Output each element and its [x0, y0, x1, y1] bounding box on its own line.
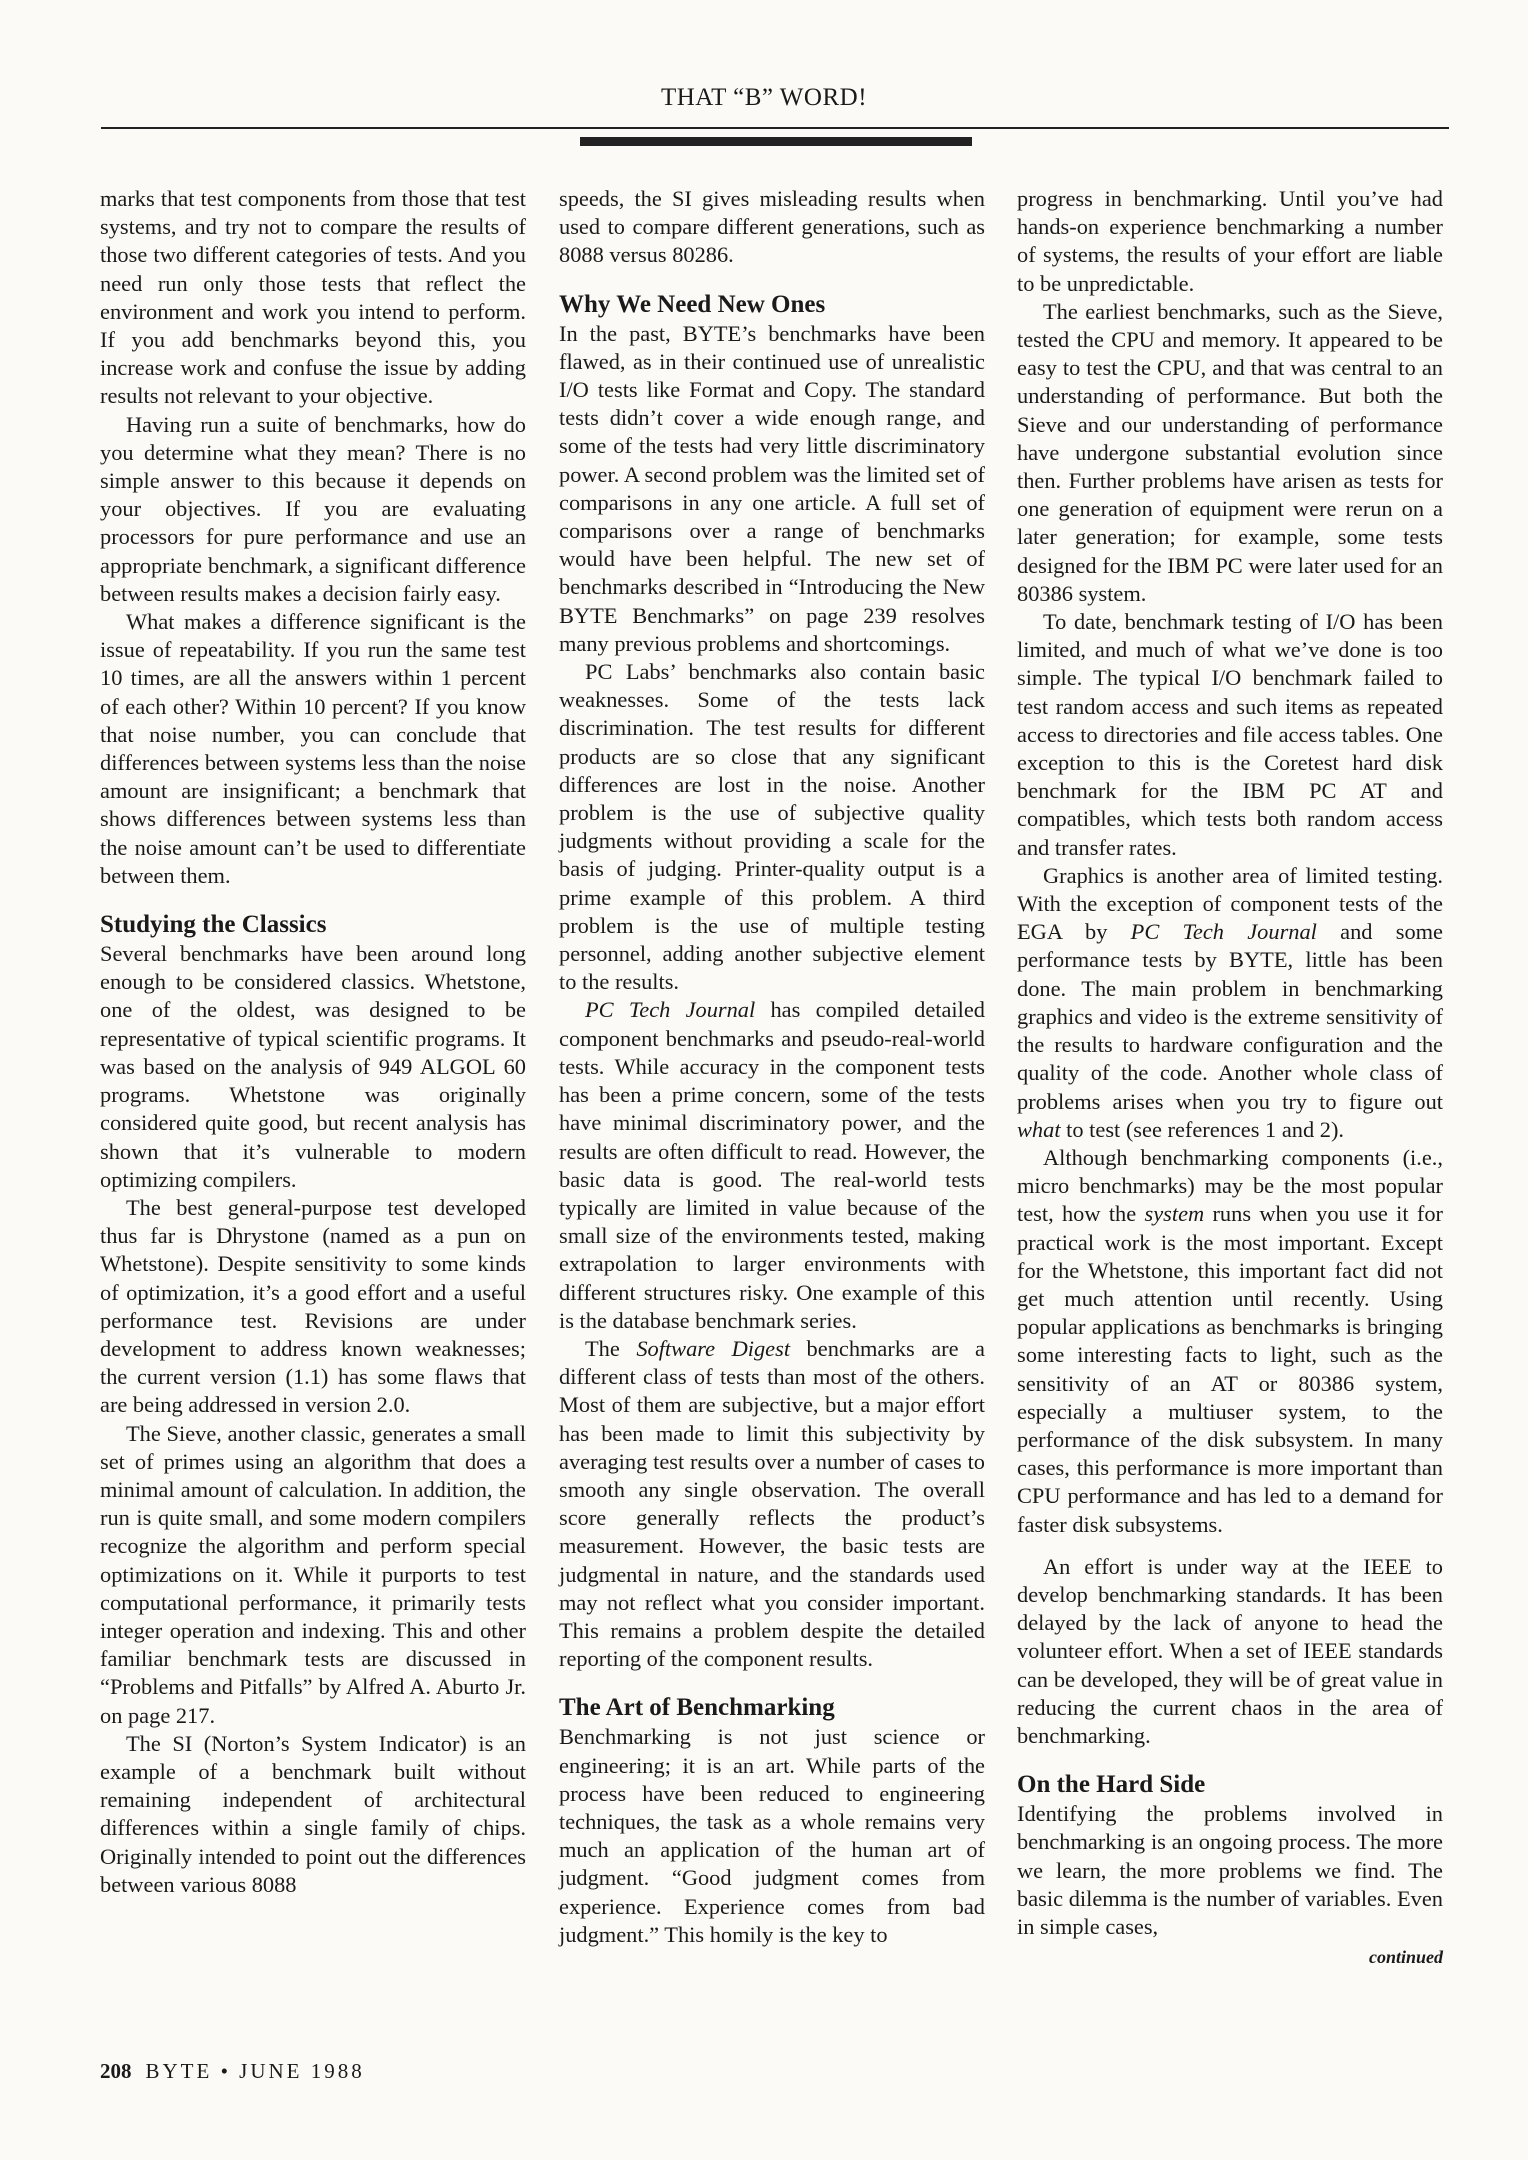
paragraph: PC Tech Journal has compiled detailed component benchmarks and pseudo-real-world tests. While accuracy in the component tests has been a prime concern, some of the tests have minimal discriminatory power, and the results are often difficult to read. However, the basic data is good. The real-world tests typically are limited in value because of the small size of the environments tested, making extrapolation to larger environments with different structures risky. One example of this is the database benchmark series.	[559, 997, 986, 1333]
paragraph: Having run a suite of benchmarks, how do you determine what they mean? There is no simple answer to this because it depends on your objectives. If you are evaluating processors for pure performance and use an appropriate benchmark, a significant difference between results makes a decision fairly easy.	[100, 411, 526, 606]
paragraph: speeds, the SI gives misleading results when used to compare different generations, such as 8088 versus 80286.	[559, 186, 985, 268]
continued-label: continued	[1368, 1947, 1443, 1968]
paragraph: In the past, BYTE’s benchmarks have been flawed, as in their continued use of unrealistic I/O tests like Format and Copy. The standard tests didn’t cover a wide enough range, and some of the tests had very little discriminatory power. A second problem was the limited set of comparisons in any one article. A full set of comparisons over a range of benchmarks would have been helpful. The new set of benchmarks described in “Introducing the New BYTE Benchmarks” on page 239 resolves many previous problems and shortcomings.	[559, 320, 985, 656]
page-number: 208	[100, 2059, 132, 2083]
paragraph: PC Labs’ benchmarks also contain basic weaknesses. Some of the tests lack discrimination. The test results for different products are so close that any significant differences are lost in the noise. Another problem is the use of subjective quality judgments without providing a scale for the basis of judging. Printer-quality output is a prime example of this problem. A third problem is the use of multiple testing personnel, adding another subjective element to the results.	[559, 659, 985, 995]
section-heading-hard-side: On the Hard Side	[1017, 1771, 1206, 1799]
italic-title: Software Digest	[636, 1335, 791, 1361]
section-heading-why-new: Why We Need New Ones	[559, 290, 826, 318]
running-head: THAT “B” WORD!	[660, 84, 868, 111]
footer-text: BYTE • JUNE 1988	[145, 2059, 365, 2083]
paragraph: The Software Digest benchmarks are a different class of tests than most of the others. Most of them are subjective, but a major effort has been made to limit this subjectivity by averaging test results over a number of cases to smooth any single observation. The overall score generally reflects the product’s measurement. However, the basic tests are judgmental in nature, and the standards used may not reflect what you consider important. This remains a problem despite the detailed reporting of the component results.	[559, 1335, 985, 1672]
italic-word: what	[1017, 1116, 1061, 1142]
paragraph: What makes a difference significant is the issue of repeatability. If you run the same test 10 times, are all the answers within 1 percent of each other? Within 10 percent? If you know that noise number, you can conclude that differences between systems less than the noise amount are insignificant; a benchmark that shows differences between systems less than the noise amount can’t be used to differentiate between them.	[100, 609, 526, 888]
column-2	[559, 185, 985, 1949]
italic-word: system	[1144, 1201, 1205, 1227]
paragraph: Identifying the problems involved in benchmarking is an ongoing process. The more we learn, the more problems we find. The basic dilemma is the number of variables. Even in simple cases,	[1017, 1801, 1443, 1939]
paragraph: Several benchmarks have been around long enough to be considered classics. Whetstone, one of the oldest, was designed to be representative of typical scientific programs. It was based on the analysis of 949 ALGOL 60 programs. Whetstone was originally considered quite good, but recent analysis has shown that it’s vulnerable to modern optimizing compilers.	[100, 941, 526, 1192]
paragraph: marks that test components from those that test systems, and try not to compare the results of those two different categories of tests. And you need run only those tests that reflect the environment and work you intend to perform. If you add benchmarks beyond this, you increase work and confuse the issue by adding results not relevant to your objective.	[100, 186, 526, 409]
page-footer	[100, 2059, 365, 2084]
italic-title: PC Tech Journal	[585, 997, 756, 1023]
paragraph: The SI (Norton’s System Indicator) is an example of a benchmark built without remaining independent of architectural differences within a single family of chips. Originally intended to point out the differences between various 8088	[100, 1730, 526, 1897]
header-bar	[580, 137, 972, 146]
paragraph: progress in benchmarking. Until you’ve had hands-on experience benchmarking a number of systems, the results of your effort are liable to be unpredictable.	[1017, 186, 1443, 296]
paragraph: The earliest benchmarks, such as the Sieve, tested the CPU and memory. It appeared to be easy to test the CPU, and that was central to an understanding of performance. But both the Sieve and our understanding of performance have undergone substantial evolution since then. Further problems have arisen as tests for one generation of equipment were rerun on a later generation; for example, some tests designed for the IBM PC were later used for an 80386 system.	[1017, 298, 1443, 606]
paragraph: To date, benchmark testing of I/O has been limited, and much of what we’ve done is too simple. The typical I/O benchmark failed to test random access and such items as repeated access to directories and file access tables. One exception to this is the Coretest hard disk benchmark for the IBM PC AT and compatibles, which tests both random access and transfer rates.	[1017, 609, 1443, 860]
paragraph: The best general-purpose test developed thus far is Dhrystone (named as a pun on Whetstone). Despite sensitivity to some kinds of optimization, it’s a good effort and a useful performance test. Revisions are under development to address known weaknesses; the current version (1.1) has some flaws that are being addressed in version 2.0.	[100, 1194, 526, 1418]
paragraph: Graphics is another area of limited testing. With the exception of component tests of the EGA by PC Tech Journal and some performance tests by BYTE, little has been done. The main problem in benchmarking graphics and video is the extreme sensitivity of the results to hardware configuration and the quality of the code. Another whole class of problems arises when you try to figure out what to test (see references 1 and 2).	[1017, 862, 1443, 1142]
paragraph: The Sieve, another classic, generates a small set of primes using an algorithm that does a minimal amount of calculation. In addition, the run is quite small, and some modern compilers recognize the algorithm and perform special optimizations on it. While it purports to test computational performance, it primarily tests integer operation and indexing. This and other familiar benchmark tests are discussed in “Problems and Pitfalls” by Alfred A. Aburto Jr. on page 217.	[100, 1420, 526, 1728]
column-1	[100, 185, 526, 1899]
header-rule	[101, 127, 1449, 129]
section-heading-studying-classics: Studying the Classics	[100, 911, 327, 939]
italic-title: PC Tech Journal	[1130, 919, 1317, 945]
paragraph: Although benchmarking components (i.e., micro benchmarks) may be the most popular test, how the system runs when you use it for practical work is the most important. Except for the Whetstone, this important fact did not get much attention until recently. Using popular applications as benchmarks is bringing some interesting facts to light, such as the sensitivity of an AT or 80386 system, especially a multiuser system, to the performance of the disk subsystem. In many cases, this performance is more important than CPU performance and has led to a demand for faster disk subsystems.	[1017, 1144, 1443, 1537]
section-heading-art: The Art of Benchmarking	[559, 1694, 835, 1722]
column-3	[1017, 185, 1443, 1971]
paragraph: Benchmarking is not just science or engineering; it is an art. While parts of the process have been reduced to engineering techniques, the task as a whole remains very much an application of the human art of judgment. “Good judgment comes from experience. Experience comes from bad judgment.” This homily is the key to	[559, 1724, 985, 1947]
paragraph: An effort is under way at the IEEE to develop benchmarking standards. It has been delayed by the lack of anyone to head the volunteer effort. When a set of IEEE standards can be developed, they will be of great value in reducing the current chaos in the area of benchmarking.	[1017, 1553, 1443, 1748]
